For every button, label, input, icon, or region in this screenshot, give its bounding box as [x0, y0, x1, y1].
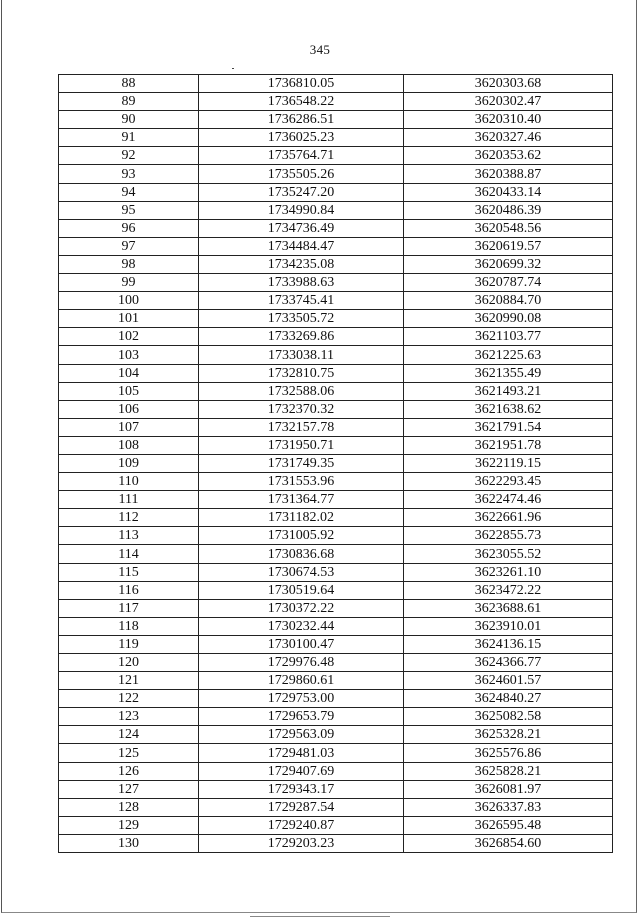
point-number-cell: 106	[59, 400, 199, 418]
y-coordinate-cell: 3620353.62	[404, 147, 613, 165]
point-number-cell: 119	[59, 635, 199, 653]
y-coordinate-cell: 3624601.57	[404, 672, 613, 690]
point-number-cell: 95	[59, 201, 199, 219]
table-row	[59, 382, 613, 400]
y-coordinate-cell: 3620884.70	[404, 292, 613, 310]
point-number-cell: 103	[59, 346, 199, 364]
x-coordinate-cell: 1729407.69	[199, 762, 404, 780]
y-coordinate-cell: 3621225.63	[404, 346, 613, 364]
point-number-cell: 109	[59, 454, 199, 472]
table-row	[59, 129, 613, 147]
table-row	[59, 454, 613, 472]
y-coordinate-cell: 3625082.58	[404, 708, 613, 726]
y-coordinate-cell: 3621103.77	[404, 328, 613, 346]
table-row	[59, 581, 613, 599]
point-number-cell: 105	[59, 382, 199, 400]
x-coordinate-cell: 1736286.51	[199, 111, 404, 129]
point-number-cell: 123	[59, 708, 199, 726]
point-number-cell: 113	[59, 527, 199, 545]
x-coordinate-cell: 1729343.17	[199, 780, 404, 798]
point-number-cell: 104	[59, 364, 199, 382]
x-coordinate-cell: 1731553.96	[199, 473, 404, 491]
x-coordinate-cell: 1729653.79	[199, 708, 404, 726]
y-coordinate-cell: 3620990.08	[404, 310, 613, 328]
table-row	[59, 563, 613, 581]
table-row	[59, 599, 613, 617]
y-coordinate-cell: 3624136.15	[404, 635, 613, 653]
point-number-cell: 110	[59, 473, 199, 491]
table-row	[59, 346, 613, 364]
y-coordinate-cell: 3626081.97	[404, 780, 613, 798]
table-row	[59, 672, 613, 690]
x-coordinate-cell: 1735247.20	[199, 183, 404, 201]
table-row	[59, 201, 613, 219]
table-row	[59, 834, 613, 852]
x-coordinate-cell: 1734484.47	[199, 237, 404, 255]
y-coordinate-cell: 3624840.27	[404, 690, 613, 708]
point-number-cell: 97	[59, 237, 199, 255]
y-coordinate-cell: 3622474.46	[404, 491, 613, 509]
y-coordinate-cell: 3621355.49	[404, 364, 613, 382]
point-number-cell: 130	[59, 834, 199, 852]
point-number-cell: 89	[59, 93, 199, 111]
x-coordinate-cell: 1733505.72	[199, 310, 404, 328]
table-row	[59, 274, 613, 292]
table-row	[59, 491, 613, 509]
x-coordinate-cell: 1733745.41	[199, 292, 404, 310]
x-coordinate-cell: 1735764.71	[199, 147, 404, 165]
scan-speck	[232, 68, 234, 69]
point-number-cell: 90	[59, 111, 199, 129]
x-coordinate-cell: 1735505.26	[199, 165, 404, 183]
y-coordinate-cell: 3620787.74	[404, 274, 613, 292]
table-row	[59, 111, 613, 129]
table-row	[59, 708, 613, 726]
y-coordinate-cell: 3625328.21	[404, 726, 613, 744]
table-row	[59, 690, 613, 708]
point-number-cell: 108	[59, 436, 199, 454]
x-coordinate-cell: 1731005.92	[199, 527, 404, 545]
table-row	[59, 635, 613, 653]
y-coordinate-cell: 3620486.39	[404, 201, 613, 219]
x-coordinate-cell: 1734990.84	[199, 201, 404, 219]
y-coordinate-cell: 3620433.14	[404, 183, 613, 201]
y-coordinate-cell: 3623055.52	[404, 545, 613, 563]
table-row	[59, 165, 613, 183]
y-coordinate-cell: 3621791.54	[404, 418, 613, 436]
y-coordinate-cell: 3620699.32	[404, 255, 613, 273]
point-number-cell: 100	[59, 292, 199, 310]
y-coordinate-cell: 3620548.56	[404, 219, 613, 237]
point-number-cell: 118	[59, 617, 199, 635]
table-row	[59, 75, 613, 93]
x-coordinate-cell: 1734736.49	[199, 219, 404, 237]
point-number-cell: 121	[59, 672, 199, 690]
page-number: 345	[309, 42, 331, 57]
point-number-cell: 114	[59, 545, 199, 563]
point-number-cell: 91	[59, 129, 199, 147]
x-coordinate-cell: 1729203.23	[199, 834, 404, 852]
y-coordinate-cell: 3624366.77	[404, 654, 613, 672]
table-row	[59, 726, 613, 744]
table-row	[59, 617, 613, 635]
point-number-cell: 115	[59, 563, 199, 581]
x-coordinate-cell: 1729563.09	[199, 726, 404, 744]
point-number-cell: 116	[59, 581, 199, 599]
table-row	[59, 527, 613, 545]
point-number-cell: 93	[59, 165, 199, 183]
x-coordinate-cell: 1731749.35	[199, 454, 404, 472]
y-coordinate-cell: 3626854.60	[404, 834, 613, 852]
table-row	[59, 292, 613, 310]
y-coordinate-cell: 3622855.73	[404, 527, 613, 545]
y-coordinate-cell: 3620619.57	[404, 237, 613, 255]
table-row	[59, 219, 613, 237]
x-coordinate-cell: 1732157.78	[199, 418, 404, 436]
table-row	[59, 183, 613, 201]
x-coordinate-cell: 1731950.71	[199, 436, 404, 454]
point-number-cell: 120	[59, 654, 199, 672]
point-number-cell: 111	[59, 491, 199, 509]
table-row	[59, 147, 613, 165]
y-coordinate-cell: 3623261.10	[404, 563, 613, 581]
y-coordinate-cell: 3622293.45	[404, 473, 613, 491]
x-coordinate-cell: 1733988.63	[199, 274, 404, 292]
table-row	[59, 364, 613, 382]
y-coordinate-cell: 3620327.46	[404, 129, 613, 147]
x-coordinate-cell: 1730674.53	[199, 563, 404, 581]
y-coordinate-cell: 3621951.78	[404, 436, 613, 454]
x-coordinate-cell: 1732810.75	[199, 364, 404, 382]
point-number-cell: 98	[59, 255, 199, 273]
y-coordinate-cell: 3623472.22	[404, 581, 613, 599]
x-coordinate-cell: 1729860.61	[199, 672, 404, 690]
x-coordinate-cell: 1730372.22	[199, 599, 404, 617]
table-row	[59, 93, 613, 111]
x-coordinate-cell: 1729976.48	[199, 654, 404, 672]
table-row	[59, 237, 613, 255]
y-coordinate-cell: 3626595.48	[404, 816, 613, 834]
table-row	[59, 418, 613, 436]
table-row	[59, 654, 613, 672]
table-row	[59, 545, 613, 563]
table-row	[59, 328, 613, 346]
coordinates-table	[58, 74, 613, 853]
point-number-cell: 127	[59, 780, 199, 798]
point-number-cell: 128	[59, 798, 199, 816]
x-coordinate-cell: 1730836.68	[199, 545, 404, 563]
point-number-cell: 92	[59, 147, 199, 165]
x-coordinate-cell: 1729481.03	[199, 744, 404, 762]
table-row	[59, 744, 613, 762]
x-coordinate-cell: 1729240.87	[199, 816, 404, 834]
y-coordinate-cell: 3626337.83	[404, 798, 613, 816]
table-row	[59, 762, 613, 780]
y-coordinate-cell: 3623688.61	[404, 599, 613, 617]
point-number-cell: 101	[59, 310, 199, 328]
table-row	[59, 400, 613, 418]
x-coordinate-cell: 1733269.86	[199, 328, 404, 346]
point-number-cell: 88	[59, 75, 199, 93]
x-coordinate-cell: 1731364.77	[199, 491, 404, 509]
y-coordinate-cell: 3622661.96	[404, 509, 613, 527]
table-row	[59, 798, 613, 816]
y-coordinate-cell: 3625828.21	[404, 762, 613, 780]
table-row	[59, 310, 613, 328]
x-coordinate-cell: 1736810.05	[199, 75, 404, 93]
y-coordinate-cell: 3620310.40	[404, 111, 613, 129]
table-row	[59, 473, 613, 491]
y-coordinate-cell: 3621493.21	[404, 382, 613, 400]
point-number-cell: 107	[59, 418, 199, 436]
x-coordinate-cell: 1731182.02	[199, 509, 404, 527]
point-number-cell: 129	[59, 816, 199, 834]
point-number-cell: 124	[59, 726, 199, 744]
x-coordinate-cell: 1729753.00	[199, 690, 404, 708]
table-row	[59, 780, 613, 798]
table-row	[59, 816, 613, 834]
x-coordinate-cell: 1730100.47	[199, 635, 404, 653]
table-row	[59, 509, 613, 527]
y-coordinate-cell: 3620388.87	[404, 165, 613, 183]
x-coordinate-cell: 1734235.08	[199, 255, 404, 273]
point-number-cell: 94	[59, 183, 199, 201]
table-row	[59, 436, 613, 454]
x-coordinate-cell: 1732370.32	[199, 400, 404, 418]
y-coordinate-cell: 3625576.86	[404, 744, 613, 762]
y-coordinate-cell: 3623910.01	[404, 617, 613, 635]
coordinates-table-body	[59, 75, 613, 853]
footer-rule	[250, 916, 390, 917]
y-coordinate-cell: 3620302.47	[404, 93, 613, 111]
x-coordinate-cell: 1732588.06	[199, 382, 404, 400]
x-coordinate-cell: 1733038.11	[199, 346, 404, 364]
point-number-cell: 125	[59, 744, 199, 762]
point-number-cell: 112	[59, 509, 199, 527]
x-coordinate-cell: 1729287.54	[199, 798, 404, 816]
y-coordinate-cell: 3622119.15	[404, 454, 613, 472]
point-number-cell: 122	[59, 690, 199, 708]
point-number-cell: 102	[59, 328, 199, 346]
x-coordinate-cell: 1730519.64	[199, 581, 404, 599]
y-coordinate-cell: 3621638.62	[404, 400, 613, 418]
x-coordinate-cell: 1736025.23	[199, 129, 404, 147]
point-number-cell: 126	[59, 762, 199, 780]
y-coordinate-cell: 3620303.68	[404, 75, 613, 93]
point-number-cell: 96	[59, 219, 199, 237]
x-coordinate-cell: 1730232.44	[199, 617, 404, 635]
point-number-cell: 99	[59, 274, 199, 292]
point-number-cell: 117	[59, 599, 199, 617]
table-row	[59, 255, 613, 273]
x-coordinate-cell: 1736548.22	[199, 93, 404, 111]
